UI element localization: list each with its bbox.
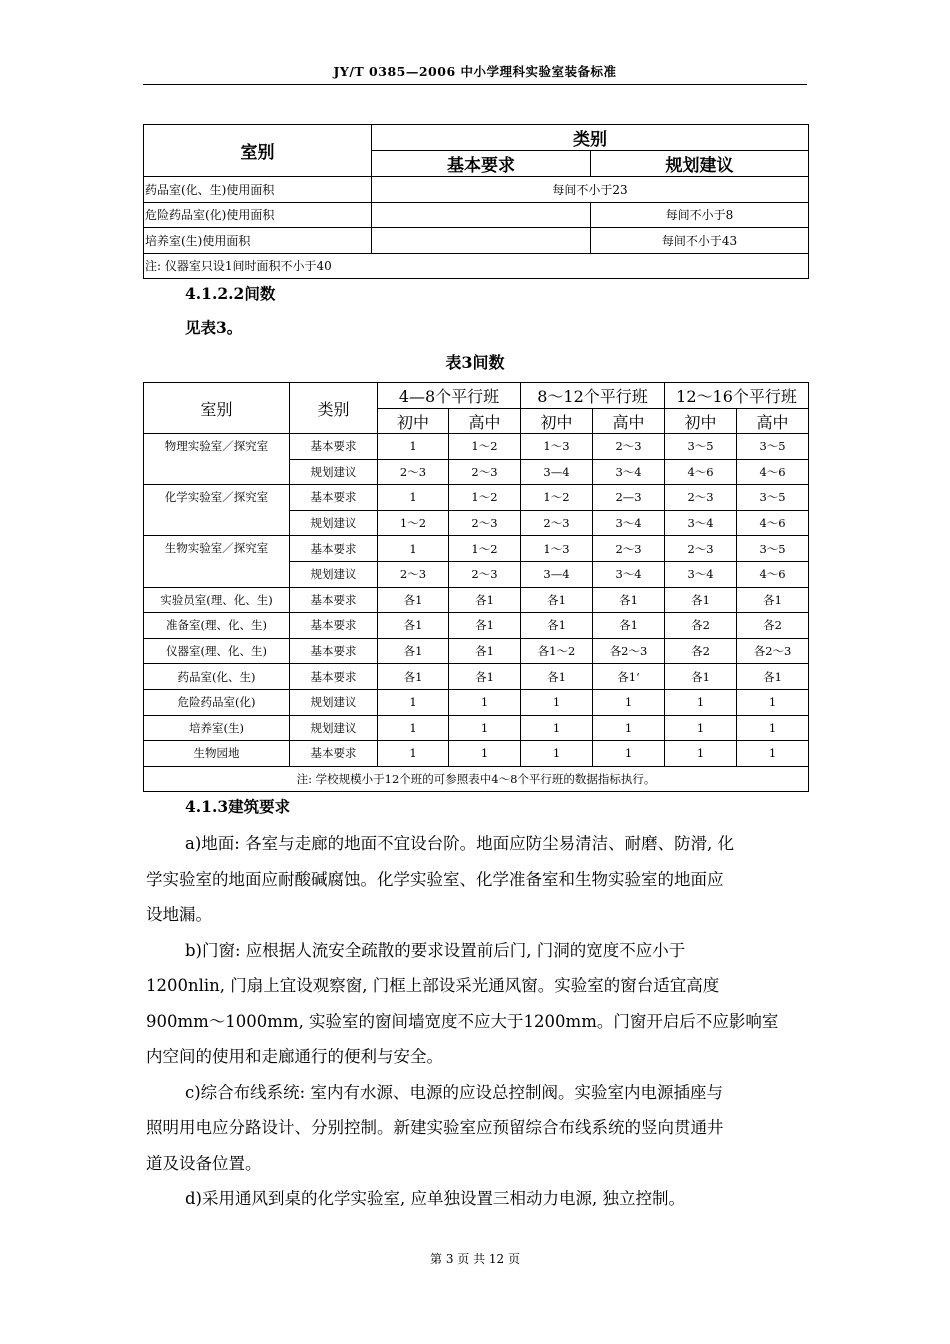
- room-cell: 药品室(化、生)使用面积: [144, 177, 372, 203]
- value-cell: 1: [378, 741, 449, 767]
- standard-title: JY/T 0385—2006 中小学理科实验室装备标准: [333, 64, 617, 79]
- value-cell: 1～2: [449, 434, 521, 460]
- value-cell: 1: [378, 485, 449, 511]
- header-plan: 规划建议: [591, 151, 809, 177]
- value-cell: 3～4: [593, 510, 665, 536]
- value-cell: 3～5: [665, 434, 737, 460]
- value-cell: 各1: [449, 664, 521, 690]
- table-row: [144, 613, 809, 639]
- value-cell: 1: [521, 689, 593, 715]
- value-cell: 1～2: [378, 510, 449, 536]
- room-cell: 准备室(理、化、生): [144, 613, 290, 639]
- paragraph-line: 学实验室的地面应耐酸碱腐蚀。化学实验室、化学准备室和生物实验室的地面应: [146, 869, 724, 889]
- area-table: [143, 124, 809, 279]
- value-cell: 各1: [737, 664, 809, 690]
- value-cell: 3～4: [593, 459, 665, 485]
- value-cell: 3～5: [737, 485, 809, 511]
- table-row: [144, 177, 809, 203]
- table-row: [144, 434, 809, 460]
- section-413-title: 4.1.3建筑要求: [185, 797, 291, 816]
- header-group: 8～12个平行班: [521, 383, 665, 409]
- paragraph-first-line: a)地面: 各室与走廊的地面不宜设台阶。地面应防尘易清洁、耐磨、防滑, 化: [185, 834, 735, 853]
- room-count-table: [143, 382, 809, 792]
- value-cell: 1～3: [521, 536, 593, 562]
- room-cell: 生物实验室／探究室: [144, 536, 290, 587]
- value-cell: 1: [449, 715, 521, 741]
- value-cell: 1～3: [521, 434, 593, 460]
- value-cell: 1: [665, 715, 737, 741]
- table-note: 注: 学校规模小于12个班的可参照表中4～8个平行班的数据指标执行。: [144, 766, 809, 792]
- category-cell: 基本要求: [290, 664, 378, 690]
- value-cell: 各1: [593, 613, 665, 639]
- page-header: [143, 60, 807, 85]
- value-cell: 各1: [521, 587, 593, 613]
- value-cell: [372, 202, 591, 228]
- value-cell: 各1: [378, 664, 449, 690]
- header-group: 12～16个平行班: [665, 383, 809, 409]
- value-cell: 3～4: [665, 561, 737, 587]
- value-cell: 各2: [665, 613, 737, 639]
- paragraph-first-line: d)采用通风到桌的化学实验室, 应单独设置三相动力电源, 独立控制。: [185, 1189, 685, 1208]
- room-cell: 药品室(化、生): [144, 664, 290, 690]
- paragraph-line: 1200nlin, 门扇上宜设观察窗, 门框上部设采光通风窗。实验室的窗台适宜高度: [146, 976, 720, 995]
- value-cell: 各1: [665, 664, 737, 690]
- header-sub: 初中: [521, 409, 593, 434]
- value-cell: 各1: [593, 587, 665, 613]
- value-cell: 各2～3: [737, 638, 809, 664]
- table-reference: 见表3。: [185, 318, 243, 337]
- table-row: [144, 587, 809, 613]
- value-cell: 每间不小于43: [591, 228, 809, 254]
- value-cell: 3～4: [665, 510, 737, 536]
- value-cell: 各2: [665, 638, 737, 664]
- category-cell: 基本要求: [290, 536, 378, 562]
- value-cell: 各1: [378, 613, 449, 639]
- value-cell: 1: [593, 715, 665, 741]
- value-cell: 2—3: [593, 485, 665, 511]
- value-cell: 各1: [449, 587, 521, 613]
- value-cell: 2～3: [665, 536, 737, 562]
- value-cell: 2～3: [521, 510, 593, 536]
- value-cell: 1: [593, 689, 665, 715]
- body-text: [146, 826, 810, 1217]
- category-cell: 基本要求: [290, 741, 378, 767]
- value-cell: 3～4: [593, 561, 665, 587]
- value-cell: 各1: [737, 587, 809, 613]
- value-cell: 2～3: [593, 536, 665, 562]
- room-cell: 危险药品室(化)使用面积: [144, 202, 372, 228]
- paragraph-line: 照明用电应分路设计、分别控制。新建实验室应预留综合布线系统的竖向贯通井: [146, 1118, 724, 1137]
- value-cell: 各1: [521, 613, 593, 639]
- table-note: 注: 仪器室只设1间时面积不小于40: [144, 253, 809, 279]
- room-cell: 化学实验室／探究室: [144, 485, 290, 536]
- value-cell: 1: [378, 536, 449, 562]
- value-cell: 每间不小于8: [591, 202, 809, 228]
- header-category: 类别: [290, 383, 378, 434]
- header-sub: 初中: [665, 409, 737, 434]
- table-row: [144, 536, 809, 562]
- value-cell: 1: [737, 741, 809, 767]
- value-cell: 4～6: [737, 561, 809, 587]
- value-cell: 3—4: [521, 459, 593, 485]
- header-sub: 高中: [737, 409, 809, 434]
- value-cell: 1: [521, 715, 593, 741]
- value-cell: 各1～2: [521, 638, 593, 664]
- table-row: [144, 741, 809, 767]
- category-cell: 基本要求: [290, 638, 378, 664]
- table-row: [144, 689, 809, 715]
- room-cell: 培养室(生)使用面积: [144, 228, 372, 254]
- value-cell: 1: [521, 741, 593, 767]
- value-cell: 2～3: [378, 561, 449, 587]
- value-cell: 各1: [378, 587, 449, 613]
- value-cell: 1: [449, 741, 521, 767]
- category-cell: 基本要求: [290, 485, 378, 511]
- room-cell: 实验员室(理、化、生): [144, 587, 290, 613]
- value-cell: 1: [737, 689, 809, 715]
- value-cell: 1～2: [521, 485, 593, 511]
- paragraph-line: 内空间的使用和走廊通行的便利与安全。: [146, 1047, 443, 1066]
- room-cell: 危险药品室(化): [144, 689, 290, 715]
- paragraph-line: 设地漏。: [146, 905, 212, 924]
- value-cell: 1: [378, 715, 449, 741]
- value-cell: 各1: [521, 664, 593, 690]
- value-cell: 1～2: [449, 536, 521, 562]
- value-cell: 1: [378, 434, 449, 460]
- room-cell: 物理实验室／探究室: [144, 434, 290, 485]
- value-cell: 2～3: [449, 459, 521, 485]
- category-cell: 规划建议: [290, 689, 378, 715]
- value-cell: 1: [378, 689, 449, 715]
- value-cell: 4～6: [737, 459, 809, 485]
- paragraph-line: 900mm～1000mm, 实验室的窗间墙宽度不应大于1200mm。门窗开启后不应影响室: [146, 1011, 779, 1031]
- value-cell: 各1: [665, 587, 737, 613]
- header-sub: 高中: [449, 409, 521, 434]
- value-cell: 1: [449, 689, 521, 715]
- value-cell: [372, 228, 591, 254]
- page-number: 第 3 页 共 12 页: [430, 1252, 520, 1266]
- value-cell: 各1: [449, 638, 521, 664]
- header-room: 室别: [144, 383, 290, 434]
- value-cell: 2～3: [665, 485, 737, 511]
- value-cell: 每间不小于23: [372, 177, 809, 203]
- header-basic: 基本要求: [372, 151, 591, 177]
- value-cell: 4～6: [665, 459, 737, 485]
- table-row: [144, 485, 809, 511]
- value-cell: 3～5: [737, 536, 809, 562]
- value-cell: 4～6: [737, 510, 809, 536]
- header-sub: 初中: [378, 409, 449, 434]
- room-cell: 生物园地: [144, 741, 290, 767]
- category-cell: 规划建议: [290, 459, 378, 485]
- value-cell: 2～3: [449, 510, 521, 536]
- table3-caption: 表3间数: [445, 353, 505, 372]
- value-cell: 各1‘: [593, 664, 665, 690]
- section-4122-title: 4.1.2.2间数: [185, 284, 276, 303]
- category-cell: 规划建议: [290, 715, 378, 741]
- value-cell: 1: [593, 741, 665, 767]
- table-row: [144, 664, 809, 690]
- table-row: [144, 715, 809, 741]
- table-row: [144, 638, 809, 664]
- value-cell: 3～5: [737, 434, 809, 460]
- value-cell: 2～3: [593, 434, 665, 460]
- table-row: [144, 228, 809, 254]
- paragraph-first-line: b)门窗: 应根据人流安全疏散的要求设置前后门, 门洞的宽度不应小于: [185, 940, 686, 960]
- category-cell: 基本要求: [290, 613, 378, 639]
- category-cell: 规划建议: [290, 561, 378, 587]
- value-cell: 1: [665, 689, 737, 715]
- category-cell: 规划建议: [290, 510, 378, 536]
- value-cell: 2～3: [378, 459, 449, 485]
- value-cell: 各2: [737, 613, 809, 639]
- value-cell: 3—4: [521, 561, 593, 587]
- header-sub: 高中: [593, 409, 665, 434]
- table-row: [144, 202, 809, 228]
- value-cell: 2～3: [449, 561, 521, 587]
- value-cell: 1～2: [449, 485, 521, 511]
- header-room: 室别: [144, 125, 372, 177]
- value-cell: 各1: [378, 638, 449, 664]
- header-category: 类别: [372, 125, 809, 151]
- category-cell: 基本要求: [290, 587, 378, 613]
- room-cell: 仪器室(理、化、生): [144, 638, 290, 664]
- room-cell: 培养室(生): [144, 715, 290, 741]
- header-group: 4—8个平行班: [378, 383, 521, 409]
- paragraph-first-line: c)综合布线系统: 室内有水源、电源的应设总控制阀。实验室内电源插座与: [185, 1082, 723, 1102]
- paragraph-line: 道及设备位置。: [146, 1153, 262, 1173]
- value-cell: 各2～3: [593, 638, 665, 664]
- category-cell: 基本要求: [290, 434, 378, 460]
- value-cell: 1: [665, 741, 737, 767]
- value-cell: 各1: [449, 613, 521, 639]
- value-cell: 1: [737, 715, 809, 741]
